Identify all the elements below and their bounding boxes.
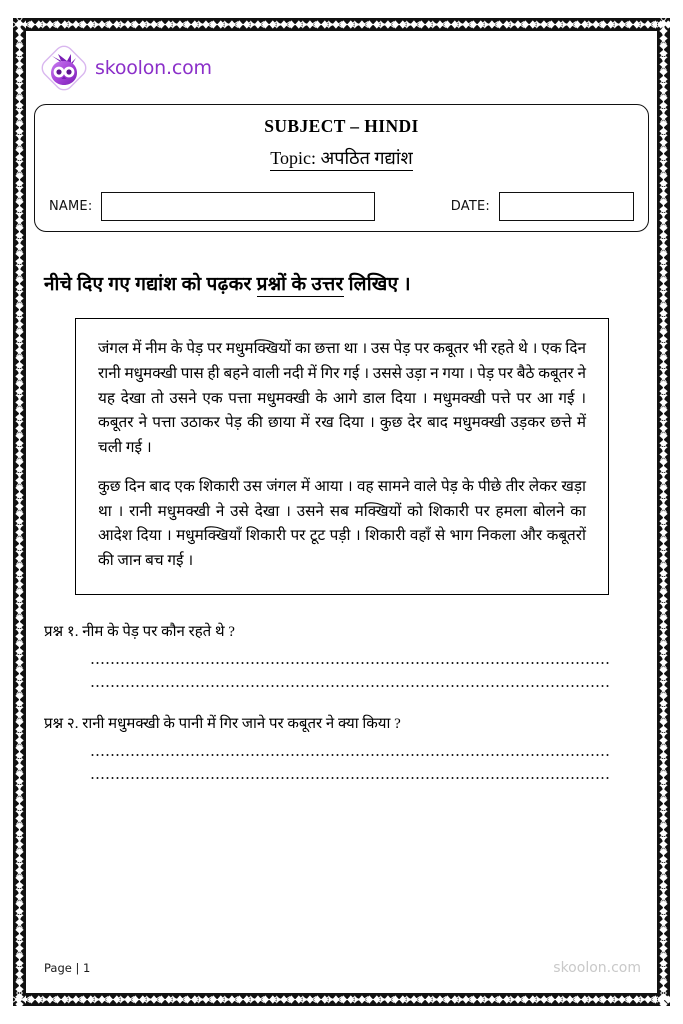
footer-watermark: skoolon.com (553, 960, 641, 976)
subject-title: SUBJECT – HINDI (264, 116, 419, 136)
name-input[interactable] (101, 192, 375, 221)
passage-paragraph: कुछ दिन बाद एक शिकारी उस जंगल में आया । वह सामने वाले पेड़ के पीछे तीर लेकर खड़ा था । रानी मधुमक्खी ने उसे देखा । उसने सब मक्खियों को शिकारी पर हमला बोलने का आदेश दिया । मधुमक्खियाँ शिकारी पर टूट पड़ी । शिकारी वहाँ से भाग निकला और कबूतरों की जान बच गई । (98, 477, 586, 570)
instruction-underlined: प्रश्नों के उत्तर (256, 274, 344, 295)
passage-box (75, 318, 609, 595)
date-input[interactable] (499, 192, 634, 221)
instruction-part1: नीचे दिए गए गद्यांश को पढ़कर (44, 274, 257, 295)
name-date-row (35, 192, 648, 221)
page-content (34, 40, 649, 984)
page-number: Page | 1 (44, 961, 91, 975)
instruction-line (44, 270, 649, 296)
passage-paragraph: जंगल में नीम के पेड़ पर मधुमक्खियों का छत्ता था । उस पेड़ पर कबूतर भी रहते थे । एक दिन रानी मधुमक्खी पास ही बहने वाली नदी में गिर गई । उससे उड़ा न गया । पेड़ पर बैठे कबूतर ने यह देखा तो उसने एक पत्ता मधुमक्खी के आगे डाल दिया । मधुमक्खी पत्ते पर आ गई । कबूतर ने पत्ता उठाकर पेड़ की छाया में रख दिया । कुछ देर बाद मधुमक्खी उड़कर छत्ते में चली गई । (98, 340, 586, 457)
answer-line[interactable] (90, 773, 610, 779)
topic-title (35, 146, 648, 170)
date-label: DATE: (450, 199, 490, 214)
topic-value: अपठित गद्यांश (320, 148, 413, 168)
question-text: प्रश्न २. रानी मधुमक्खी के पानी में गिर जाने पर कबूतर ने क्या किया ? (44, 715, 401, 732)
question-text: प्रश्न १. नीम के पेड़ पर कौन रहते थे ? (44, 623, 235, 640)
page-footer (44, 960, 649, 976)
header-info-box (34, 104, 649, 232)
instruction-part2: लिखिए । (343, 274, 411, 295)
topic-underlined (270, 148, 412, 171)
answer-line[interactable] (90, 750, 610, 756)
question-block (44, 621, 649, 687)
question-block (44, 713, 649, 779)
answer-line[interactable] (90, 681, 610, 687)
topic-prefix: Topic: (270, 148, 316, 168)
answer-line[interactable] (90, 658, 610, 664)
owl-logo-icon (38, 42, 90, 94)
name-label: NAME: (49, 199, 93, 214)
brand-logo (38, 40, 649, 96)
brand-name: skoolon.com (95, 57, 212, 79)
